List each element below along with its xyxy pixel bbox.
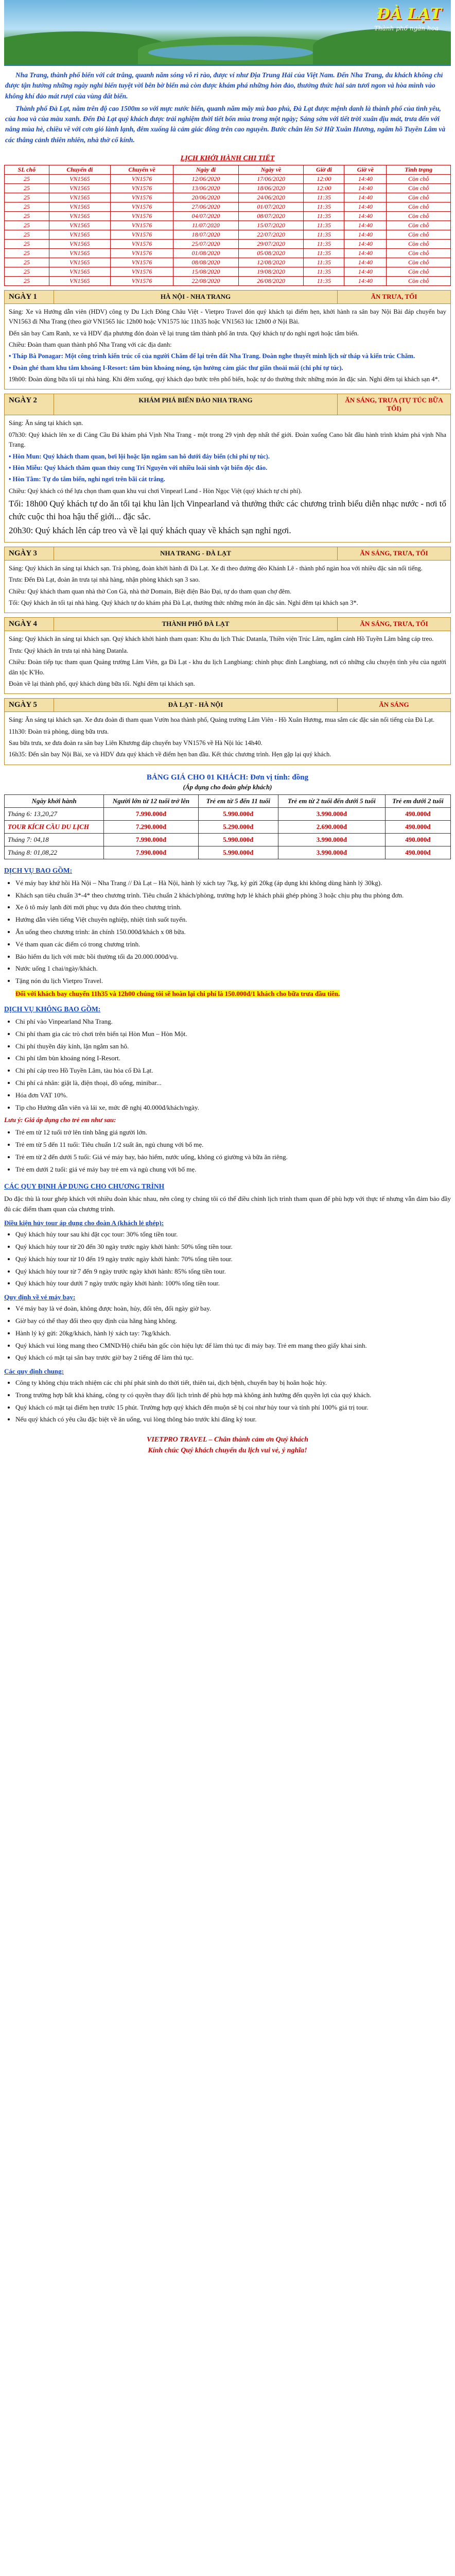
day-body: [4, 561, 451, 614]
includes-item: • Ăn uống theo chương trình: ăn chính 150.000đ/khách x 08 bữa.: [15, 927, 451, 938]
pricing-cell: TOUR KÍCH CẦU DU LỊCH: [5, 820, 104, 833]
schedule-cell: 14:40: [344, 248, 387, 258]
day-paragraph: Đến sân bay Cam Ranh, xe và HDV địa phương đón đoàn về lại trung tâm thành phố ăn trưa. Quý khách tự do nghỉ ngơi hoặc tắm biển.: [9, 329, 359, 337]
schedule-cell: VN1576: [111, 258, 173, 267]
includes-list: [15, 878, 451, 987]
general-policy-item: • Trong trường hợp bất khả kháng, công ty có quyền thay đổi lịch trình để phù hợp mà không ảnh hưởng đến quyền lợi của quý khách.: [15, 1390, 451, 1401]
flight-policy-item: • Quý khách vui lòng mang theo CMND/Hộ chiếu bản gốc còn hiệu lực để làm thủ tục đi máy bay. Trẻ em mang theo giấy khai sinh.: [15, 1341, 451, 1351]
day-paragraph: Sáng: Quý khách ăn sáng tại khách sạn. Trả phòng, đoàn khởi hành đi Đà Lạt. Xe đi theo đường đèo Khánh Lê - thành phố ngàn hoa với nhiều đặc sản nổi tiếng.: [9, 564, 423, 572]
schedule-cell: 29/07/2020: [238, 239, 304, 248]
pricing-cell: Tháng 7: 04,18: [5, 833, 104, 846]
schedule-cell: 12/08/2020: [238, 258, 304, 267]
includes-item: • Tặng nón du lịch Vietpro Travel.: [15, 976, 451, 987]
schedule-cell: 14:40: [344, 230, 387, 239]
includes-item: • Hướng dẫn viên tiếng Việt chuyên nghiệp, nhiệt tình suốt tuyến.: [15, 914, 451, 925]
schedule-cell: 19/08/2020: [238, 267, 304, 276]
flight-policy-item: • Giờ bay có thể thay đổi theo quy định của hãng hàng không.: [15, 1316, 451, 1327]
day-route: HÀ NỘI - NHA TRANG: [160, 292, 231, 300]
schedule-cell: 25: [5, 258, 49, 267]
pricing-cell: Tháng 6: 13,20,27: [5, 807, 104, 820]
includes-highlight: Đối với khách bay chuyến 11h35 và 12h00 chúng tôi sẽ hoàn lại chi phí là 150.000đ/1 khách cho bữa trưa đầu tiên.: [15, 989, 340, 997]
schedule-header-cell: Ngày đi: [173, 165, 239, 174]
day-paragraph: • Hòn Mun: Quý khách tham quan, bơi lội hoặc lặn ngắm san hô dưới đáy biển (chi phí tự túc).: [9, 452, 270, 460]
schedule-cell: 14:40: [344, 239, 387, 248]
schedule-cell: 01/08/2020: [173, 248, 239, 258]
day-body: [4, 415, 451, 543]
schedule-row: [5, 230, 451, 239]
schedule-cell: 14:40: [344, 174, 387, 183]
intro-text: [4, 66, 451, 149]
schedule-cell: VN1576: [111, 202, 173, 211]
schedule-cell: Còn chỗ: [387, 174, 451, 183]
schedule-cell: 25: [5, 248, 49, 258]
schedule-cell: 11:35: [304, 221, 344, 230]
includes-item: • Nước uống 1 chai/ngày/khách.: [15, 963, 451, 974]
schedule-cell: 25/07/2020: [173, 239, 239, 248]
schedule-cell: 15/08/2020: [173, 267, 239, 276]
footer-line: VIETPRO TRAVEL – Chân thành cảm ơn Quý khách: [146, 1436, 309, 1444]
schedule-cell: 14:40: [344, 183, 387, 193]
schedule-cell: VN1576: [111, 183, 173, 193]
day-paragraph: Chiều: Quý khách có thể lựa chọn tham quan khu vui chơi Vinpearl Land - Hòn Ngọc Việt (quý khách tự chi phí).: [9, 487, 302, 495]
day-paragraph: Sáng: Quý khách ăn sáng tại khách sạn. Quý khách khởi hành tham quan: Khu du lịch Thác Datanla, Thiền viện Trúc Lâm, ngắm cảnh Hồ Tuyền Lâm bằng cáp treo.: [9, 635, 434, 643]
child-price-list: [15, 1127, 451, 1175]
day-meals: ĂN SÁNG, TRƯA, TỐI: [337, 618, 450, 631]
schedule-cell: 15/07/2020: [238, 221, 304, 230]
day-paragraph: Trưa: Đến Đà Lạt, đoàn ăn trưa tại nhà hàng, nhận phòng khách sạn 3 sao.: [9, 576, 200, 584]
schedule-cell: 11:35: [304, 202, 344, 211]
conditions-title: CÁC QUY ĐỊNH ÁP DỤNG CHO CHƯƠNG TRÌNH: [4, 1182, 165, 1190]
pricing-row: [5, 820, 451, 833]
day-section: [4, 547, 451, 614]
schedule-cell: Còn chỗ: [387, 276, 451, 285]
schedule-cell: 14:40: [344, 276, 387, 285]
day-paragraph: Sáng: Xe và Hướng dẫn viên (HDV) công ty Du Lịch Đông Châu Việt - Vietpro Travel đón quý khách tại điểm hẹn, khởi hành ra sân bay Nội Bài đáp chuyến bay VN1563 đi Nha Trang (theo giờ VN1565 lúc 12h00 hoặc VN1575 lúc 11h35 hoặc VN1563 lúc 12h00 ở Nội Bài.: [9, 308, 446, 326]
flight-policy-list: [15, 1303, 451, 1363]
pricing-header-cell: Trẻ em từ 2 tuổi đến dưới 5 tuổi: [278, 794, 385, 807]
excludes-item: • Chi phí tham gia các trò chơi trên biển tại Hòn Mun – Hòn Một.: [15, 1029, 451, 1040]
day-route: NHA TRANG - ĐÀ LẠT: [160, 549, 231, 557]
schedule-cell: 11:35: [304, 267, 344, 276]
day-label: NGÀY 3: [5, 547, 54, 560]
general-policy-item: • Công ty không chịu trách nhiệm các chi phí phát sinh do thời tiết, thiên tai, dịch bệnh, chuyến bay bị hoãn hoặc hủy.: [15, 1378, 451, 1388]
schedule-cell: 25: [5, 193, 49, 202]
pricing-header-cell: Người lớn từ 12 tuổi trở lên: [104, 794, 198, 807]
schedule-cell: Còn chỗ: [387, 193, 451, 202]
day-meals: ĂN SÁNG, TRƯA (TỰ TÚC BỮA TỐI): [337, 394, 450, 415]
day-body: [4, 304, 451, 390]
child-price-item: • Trẻ em từ 5 đến 11 tuổi: Tiêu chuẩn 1/2 suất ăn, ngủ chung với bố mẹ.: [15, 1140, 451, 1150]
schedule-cell: 22/08/2020: [173, 276, 239, 285]
child-price-item: • Trẻ em từ 12 tuổi trở lên tính bằng giá người lớn.: [15, 1127, 451, 1138]
schedule-cell: VN1565: [49, 239, 110, 248]
day-meals: ĂN SÁNG, TRƯA, TỐI: [337, 547, 450, 560]
general-policy-head: Các quy định chung:: [4, 1367, 64, 1376]
day-header: [4, 290, 451, 304]
cancel-policy-item: • Quý khách hủy tour từ 20 đến 30 ngày trước ngày khởi hành: 50% tổng tiền tour.: [15, 1242, 451, 1252]
day-section: [4, 290, 451, 390]
schedule-cell: 04/07/2020: [173, 211, 239, 221]
cancel-policy-item: • Quý khách hủy tour từ 7 đến 9 ngày trước ngày khởi hành: 85% tổng tiền tour.: [15, 1266, 451, 1277]
includes-item: • Vé máy bay khứ hồi Hà Nội – Nha Trang // Đà Lạt – Hà Nội, hành lý xách tay 7kg, ký gửi 20kg (áp dụng khi không dùng hành lý 30kg).: [15, 878, 451, 889]
excludes-list: [15, 1016, 451, 1113]
includes-item: • Xe ô tô máy lạnh đời mới phục vụ đưa đón theo chương trình.: [15, 902, 451, 913]
day-body: [4, 631, 451, 694]
intro-paragraph: Nha Trang, thành phố biển với cát trắng, quanh năm sóng vỗ rì rào, được ví như Địa Trung Hải của Việt Nam. Đến Nha Trang, du khách không chỉ được tận hưởng những ngày nghỉ biển tuyệt vời bên bờ biển mà còn được khám phá những hòn đảo, thưởng thức hải sản tươi ngon và hòa mình vào không khí đảo mát rượi của vùng đất biển.: [5, 71, 443, 100]
cancel-policy-item: • Quý khách hủy tour từ 10 đến 19 ngày trước ngày khởi hành: 70% tổng tiền tour.: [15, 1254, 451, 1265]
pricing-header-row: [5, 794, 451, 807]
flight-policy-item: • Vé máy bay là vé đoàn, không được hoàn, hủy, đổi tên, đổi ngày giờ bay.: [15, 1303, 451, 1314]
schedule-cell: 12:00: [304, 174, 344, 183]
schedule-row: [5, 276, 451, 285]
pricing-cell: 7.990.000đ: [104, 833, 198, 846]
day-paragraph: Trưa: Quý khách ăn trưa tại nhà hàng Datanla.: [9, 647, 129, 654]
schedule-title: LỊCH KHỞI HÀNH CHI TIẾT: [180, 154, 275, 162]
schedule-cell: 25: [5, 211, 49, 221]
includes-title: DỊCH VỤ BAO GỒM:: [4, 866, 73, 874]
schedule-cell: 25: [5, 239, 49, 248]
pricing-cell: Tháng 8: 01,08,22: [5, 846, 104, 859]
includes-item: • Bảo hiểm du lịch với mức bồi thường tối đa 20.000.000đ/vụ.: [15, 952, 451, 962]
pricing-cell: 5.290.000đ: [198, 820, 278, 833]
schedule-cell: 25: [5, 202, 49, 211]
schedule-cell: 24/06/2020: [238, 193, 304, 202]
schedule-cell: 26/08/2020: [238, 276, 304, 285]
day-paragraph: Tối: 18h00 Quý khách tự do ăn tối tại khu làn lịch Vinpearland và thưởng thức các chương trình biểu diễn nhạc nước - nơi tổ chức cuộc thi hoa hậu thế giới... đặc sắc.: [9, 499, 446, 521]
schedule-cell: 08/08/2020: [173, 258, 239, 267]
schedule-cell: VN1576: [111, 211, 173, 221]
schedule-cell: 11/07/2020: [173, 221, 239, 230]
schedule-cell: 11:35: [304, 258, 344, 267]
schedule-cell: VN1565: [49, 258, 110, 267]
schedule-header-cell: SL chỗ: [5, 165, 49, 174]
schedule-row: [5, 239, 451, 248]
pricing-subtitle: (Áp dụng cho đoàn ghép khách): [183, 783, 272, 791]
flight-policy-item: • Quý khách có mặt tại sân bay trước giờ bay 2 tiếng để làm thủ tục.: [15, 1352, 451, 1363]
pricing-cell: 7.990.000đ: [104, 846, 198, 859]
excludes-item: • Hóa đơn VAT 10%.: [15, 1090, 451, 1101]
schedule-row: [5, 248, 451, 258]
schedule-header-cell: Giờ đi: [304, 165, 344, 174]
schedule-row: [5, 174, 451, 183]
schedule-cell: Còn chỗ: [387, 221, 451, 230]
pricing-row: [5, 807, 451, 820]
day-header: [4, 617, 451, 631]
general-policy-list: [15, 1378, 451, 1425]
child-note: Lưu ý: Giá áp dụng cho trẻ em như sau:: [4, 1116, 116, 1124]
includes-item: • Vé tham quan các điểm có trong chương trình.: [15, 939, 451, 950]
schedule-cell: VN1565: [49, 276, 110, 285]
schedule-cell: 25: [5, 174, 49, 183]
flight-policy-head: Quy định về vé máy bay:: [4, 1293, 76, 1301]
schedule-cell: 11:35: [304, 230, 344, 239]
schedule-body: [5, 174, 451, 285]
day-paragraph: • Đoàn ghé tham khu tắm khoáng I-Resort: tắm bùn khoáng nóng, tận hưởng cảm giác thư giãn thoải mái (chi phí tự túc).: [9, 364, 343, 371]
day-paragraph: Sau bữa trưa, xe đưa đoàn ra sân bay Liên Khương đáp chuyến bay VN1576 về Hà Nội lúc 14h40.: [9, 739, 262, 747]
schedule-row: [5, 193, 451, 202]
day-header: [4, 547, 451, 561]
schedule-cell: 18/06/2020: [238, 183, 304, 193]
excludes-item: • Chi phí vào Vinpearland Nha Trang.: [15, 1016, 451, 1027]
excludes-item: • Chi phí cá nhân: giặt là, điện thoại, đồ uống, minibar...: [15, 1078, 451, 1089]
general-policy-item: • Nếu quý khách có yêu cầu đặc biệt về ăn uống, vui lòng thông báo trước khi đăng ký tour.: [15, 1414, 451, 1425]
cancel-policy-item: • Quý khách hủy tour dưới 7 ngày trước ngày khởi hành: 100% tổng tiền tour.: [15, 1278, 451, 1289]
cancel-policy-head: Điều kiện hủy tour áp dụng cho đoàn A (khách lẻ ghép):: [4, 1219, 164, 1227]
pricing-row: [5, 846, 451, 859]
day-paragraph: 19h00: Đoàn dùng bữa tối tại nhà hàng. Khi đêm xuống, quý khách dạo bước trên phố biển, hoặc tự do thưởng thức những món ăn đặc sản. Nghỉ đêm tại khách sạn 4*.: [9, 376, 440, 383]
schedule-cell: VN1576: [111, 276, 173, 285]
schedule-cell: 11:35: [304, 248, 344, 258]
schedule-cell: 17/06/2020: [238, 174, 304, 183]
schedule-cell: VN1576: [111, 239, 173, 248]
day-header: [4, 698, 451, 712]
pricing-cell: 3.990.000đ: [278, 846, 385, 859]
schedule-cell: Còn chỗ: [387, 248, 451, 258]
pricing-title: BẢNG GIÁ CHO 01 KHÁCH: Đơn vị tính: đồng: [146, 773, 309, 782]
schedule-header-cell: Ngày về: [238, 165, 304, 174]
schedule-cell: 11:35: [304, 211, 344, 221]
pricing-cell: 7.990.000đ: [104, 807, 198, 820]
excludes-item: • Chi phí cáp treo Hồ Tuyền Lâm, tàu hỏa cổ Đà Lạt.: [15, 1065, 451, 1076]
schedule-cell: 25: [5, 230, 49, 239]
schedule-cell: 18/07/2020: [173, 230, 239, 239]
day-route: ĐÀ LẠT - HÀ NỘI: [168, 701, 223, 709]
excludes-item: • Tip cho Hướng dẫn viên và lái xe, mức đề nghị 40.000đ/khách/ngày.: [15, 1103, 451, 1113]
day-body: [4, 712, 451, 765]
schedule-row: [5, 221, 451, 230]
schedule-cell: VN1565: [49, 267, 110, 276]
schedule-cell: 27/06/2020: [173, 202, 239, 211]
general-policy-item: • Quý khách có mặt tại điểm hẹn trước 15 phút. Trường hợp quý khách đến muộn sẽ bị coi như hủy tour và tính phí 100% giá trị tour.: [15, 1402, 451, 1413]
schedule-cell: VN1565: [49, 193, 110, 202]
schedule-cell: Còn chỗ: [387, 267, 451, 276]
itinerary: [4, 290, 451, 765]
schedule-cell: 14:40: [344, 202, 387, 211]
day-section: [4, 394, 451, 543]
schedule-row: [5, 258, 451, 267]
day-paragraph: 07h30: Quý khách lên xe đi Cảng Cầu Đá khám phá Vịnh Nha Trang - một trong 29 vịnh đẹp nhất thế giới. Đoàn xuống Cano bắt đầu hành trình khám phá vịnh Nha Trang.: [9, 431, 446, 449]
schedule-cell: 05/08/2020: [238, 248, 304, 258]
schedule-row: [5, 267, 451, 276]
footer: [4, 1434, 451, 1456]
day-label: NGÀY 4: [5, 618, 54, 631]
pricing-cell: 3.990.000đ: [278, 833, 385, 846]
child-price-item: • Trẻ em từ 2 đến dưới 5 tuổi: Giá vé máy bay, bảo hiểm, nước uống, không có giường và bữa ăn riêng.: [15, 1152, 451, 1163]
schedule-row: [5, 202, 451, 211]
pricing-row: [5, 833, 451, 846]
pricing-cell: 490.000đ: [385, 820, 450, 833]
day-section: [4, 617, 451, 694]
schedule-cell: VN1565: [49, 230, 110, 239]
schedule-cell: 08/07/2020: [238, 211, 304, 221]
schedule-cell: VN1565: [49, 221, 110, 230]
pricing-cell: 2.690.000đ: [278, 820, 385, 833]
day-paragraph: Sáng: Ăn sáng tại khách sạn.: [9, 419, 83, 427]
schedule-cell: VN1576: [111, 221, 173, 230]
pricing-cell: 490.000đ: [385, 833, 450, 846]
hill-shape: [313, 28, 451, 64]
day-label: NGÀY 2: [5, 394, 54, 415]
schedule-header-cell: Tình trạng: [387, 165, 451, 174]
pricing-table: [4, 794, 451, 859]
banner-logo: ĐÀ LẠT: [376, 5, 442, 23]
cancel-policy-list: [15, 1229, 451, 1289]
schedule-cell: VN1576: [111, 267, 173, 276]
day-paragraph: Chiều: Quý khách tham quan nhà thờ Con Gà, nhà thờ Domain, Biệt điện Bảo Đại, tự do tham quan chợ đêm.: [9, 587, 292, 595]
day-section: [4, 698, 451, 765]
day-route: THÀNH PHỐ ĐÀ LẠT: [162, 620, 230, 628]
schedule-cell: VN1565: [49, 174, 110, 183]
flight-policy-item: • Hành lý ký gửi: 20kg/khách, hành lý xách tay: 7kg/khách.: [15, 1328, 451, 1339]
day-header: [4, 394, 451, 415]
header-banner: [4, 0, 451, 66]
schedule-cell: VN1565: [49, 202, 110, 211]
pricing-cell: 5.990.000đ: [198, 833, 278, 846]
pricing-cell: 7.290.000đ: [104, 820, 198, 833]
schedule-cell: 14:40: [344, 193, 387, 202]
day-label: NGÀY 5: [5, 699, 54, 711]
day-meals: ĂN SÁNG: [337, 699, 450, 711]
day-paragraph: Sáng: Ăn sáng tại khách sạn. Xe đưa đoàn đi tham quan Vườn hoa thành phố, Quảng trường Lâm Viên - Hồ Xuân Hương, mua sắm các đặc sản nổi tiếng của Đà Lạt.: [9, 716, 435, 724]
schedule-cell: Còn chỗ: [387, 258, 451, 267]
includes-highlight-wrap: [15, 990, 451, 998]
schedule-cell: VN1576: [111, 174, 173, 183]
day-paragraph: 20h30: Quý khách lên cáp treo và về lại quý khách quay về khách sạn nghỉ ngơi.: [9, 526, 291, 536]
lake-shape: [148, 45, 313, 60]
banner-logo-subtitle: Thành phố ngàn hoa: [374, 25, 439, 32]
day-paragraph: 16h35: Đến sân bay Nội Bài, xe và HDV đưa quý khách về điểm hẹn ban đầu. Kết thúc chương trình. Hẹn gặp lại quý khách.: [9, 751, 331, 758]
pricing-header-cell: Ngày khởi hành: [5, 794, 104, 807]
day-paragraph: • Hòn Miễu: Quý khách thăm quan thủy cung Trí Nguyên với nhiều loài sinh vật biển độc đáo.: [9, 464, 268, 471]
schedule-cell: 12/06/2020: [173, 174, 239, 183]
pricing-cell: 3.990.000đ: [278, 807, 385, 820]
intro-paragraph: Thành phố Đà Lạt, nằm trên độ cao 1500m so với mực nước biển, quanh năm mây mù bao phủ, Đà Lạt được mệnh danh là thành phố của tình yêu, của hoa và của màu xanh. Đến Đà Lạt quý khách được trải nghiệm thời tiết bốn mùa trong một ngày; Sáng sớm với tiết trời xuân dịu mát, trưa đến với nắng mùa hè, chiều về với cơn gió lành lạnh, đêm xuống là cảm giác đông trên cao nguyên. Bước chân lên Sở Hữ Xuân Hương, ngắm hồ Tuyền Lâm và các thắng cảnh thiên nhiên, nhà thờ cổ kính.: [5, 104, 446, 144]
schedule-table: [4, 165, 451, 286]
child-price-item: • Trẻ em dưới 2 tuổi: giá vé máy bay trẻ em và ngủ chung với bố mẹ.: [15, 1164, 451, 1175]
schedule-cell: Còn chỗ: [387, 202, 451, 211]
schedule-header-row: [5, 165, 451, 174]
schedule-cell: 14:40: [344, 267, 387, 276]
schedule-cell: 25: [5, 221, 49, 230]
schedule-cell: 25: [5, 183, 49, 193]
schedule-cell: 01/07/2020: [238, 202, 304, 211]
schedule-cell: 14:40: [344, 211, 387, 221]
schedule-cell: 11:35: [304, 276, 344, 285]
day-paragraph: Đoàn về lại thành phố, quý khách dùng bữa tối. Nghỉ đêm tại khách sạn.: [9, 680, 195, 687]
schedule-header-cell: Chuyến đi: [49, 165, 110, 174]
pricing-cell: 5.990.000đ: [198, 846, 278, 859]
pricing-cell: 5.990.000đ: [198, 807, 278, 820]
schedule-cell: VN1576: [111, 230, 173, 239]
schedule-cell: 11:35: [304, 239, 344, 248]
schedule-cell: 12:00: [304, 183, 344, 193]
day-paragraph: Chiều: Đoàn tiếp tục tham quan Quảng trường Lâm Viên, ga Đà Lạt - khu du lịch Langbiang: chinh phục đỉnh Langbiang, nơi có những câu chuyện tình yêu của người dân tộc K'Ho.: [9, 658, 446, 676]
day-paragraph: • Tháp Bà Ponagar: Một công trình kiến trúc cổ của người Chăm để lại trên đất Nha Trang. Đoàn nghe thuyết minh lịch sử tháp và kiến trúc Chăm.: [9, 352, 415, 360]
day-label: NGÀY 1: [5, 291, 54, 303]
schedule-header-cell: Chuyến về: [111, 165, 173, 174]
day-route: KHÁM PHÁ BIỂN ĐẢO NHA TRANG: [138, 396, 253, 404]
schedule-cell: VN1565: [49, 211, 110, 221]
footer-line: Kính chúc Quý khách chuyến du lịch vui vẻ, ý nghĩa!: [148, 1447, 307, 1455]
schedule-cell: VN1565: [49, 248, 110, 258]
day-paragraph: • Hòn Tằm: Tự do tắm biển, nghỉ ngơi trên bãi cát trắng.: [9, 476, 165, 483]
schedule-cell: 14:40: [344, 221, 387, 230]
day-paragraph: Tối: Quý khách ăn tối tại nhà hàng. Quý khách tự do khám phá Đà Lạt, thưởng thức những món ăn đặc sản. Nghỉ đêm tại khách sạn 3*.: [9, 599, 358, 607]
schedule-cell: Còn chỗ: [387, 183, 451, 193]
schedule-cell: VN1565: [49, 183, 110, 193]
schedule-cell: 14:40: [344, 258, 387, 267]
pricing-header-cell: Trẻ em dưới 2 tuổi: [385, 794, 450, 807]
pricing-body: [5, 807, 451, 859]
schedule-cell: Còn chỗ: [387, 211, 451, 221]
schedule-cell: VN1576: [111, 248, 173, 258]
cancel-policy-item: • Quý khách hủy tour sau khi đặt cọc tour: 30% tổng tiền tour.: [15, 1229, 451, 1240]
schedule-cell: VN1576: [111, 193, 173, 202]
schedule-cell: Còn chỗ: [387, 230, 451, 239]
pricing-cell: 490.000đ: [385, 807, 450, 820]
includes-item: • Khách sạn tiêu chuẩn 3*-4* theo chương trình. Tiêu chuẩn 2 khách/phòng, trường hợp lẻ khách phải ghép phòng 3 hoặc chịu phụ thu phòng đơn.: [15, 890, 451, 901]
schedule-cell: 13/06/2020: [173, 183, 239, 193]
conditions-intro: Do đặc thù là tour ghép khách với nhiều đoàn khác nhau, nên công ty chúng tôi có thể điều chỉnh lịch trình tham quan để phù hợp với thực tế nhưng vẫn đảm bảo đầy đủ các điểm tham quan của chương trình.: [4, 1194, 451, 1213]
schedule-cell: 20/06/2020: [173, 193, 239, 202]
excludes-item: • Chi phí tắm bùn khoáng nóng I-Resort.: [15, 1053, 451, 1064]
schedule-cell: 22/07/2020: [238, 230, 304, 239]
schedule-header-cell: Giờ về: [344, 165, 387, 174]
day-paragraph: Chiều: Đoàn tham quan thành phố Nha Trang với các địa danh:: [9, 341, 172, 348]
day-paragraph: 11h30: Đoàn trả phòng, dùng bữa trưa.: [9, 727, 109, 735]
day-meals: ĂN TRƯA, TỐI: [337, 291, 450, 303]
pricing-header-cell: Trẻ em từ 5 đến 11 tuổi: [198, 794, 278, 807]
schedule-cell: 25: [5, 267, 49, 276]
schedule-row: [5, 183, 451, 193]
schedule-cell: 25: [5, 276, 49, 285]
schedule-cell: 11:35: [304, 193, 344, 202]
excludes-title: DỊCH VỤ KHÔNG BAO GỒM:: [4, 1005, 101, 1013]
schedule-row: [5, 211, 451, 221]
schedule-cell: Còn chỗ: [387, 239, 451, 248]
excludes-item: • Chi phí thuyền đáy kính, lặn ngắm san hô.: [15, 1041, 451, 1052]
pricing-cell: 490.000đ: [385, 846, 450, 859]
